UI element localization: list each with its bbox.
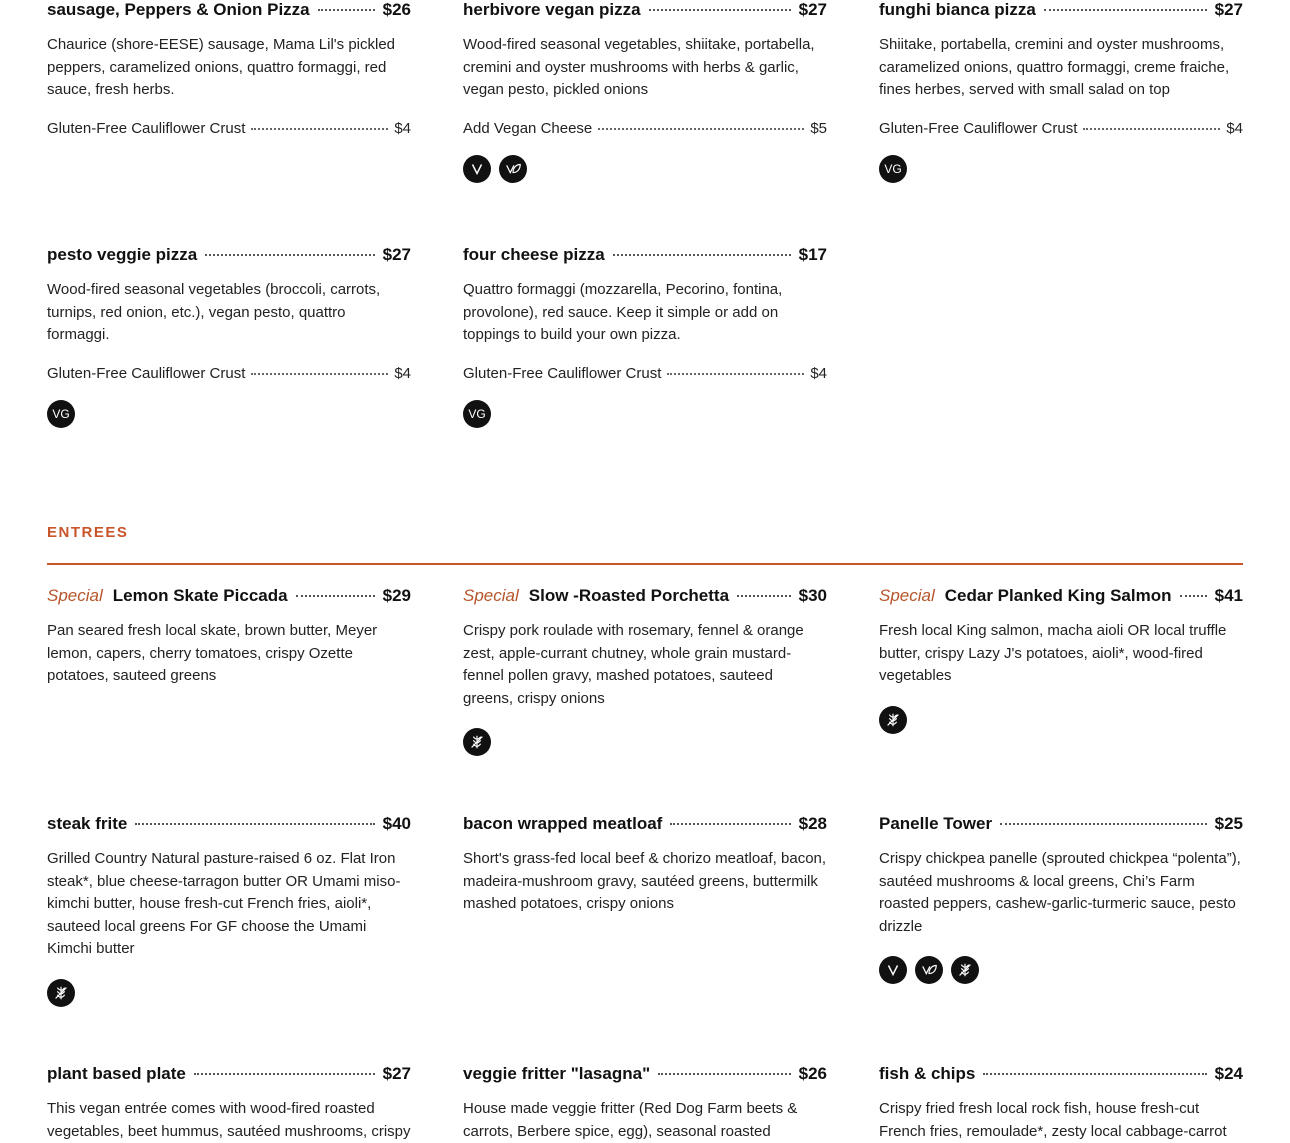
item-price: $26: [382, 0, 411, 19]
menu-item: [47, 586, 411, 688]
gluten-free-icon: [47, 979, 75, 1007]
leader-dots: [1180, 595, 1207, 597]
leader-dots: [251, 373, 388, 375]
leader-dots: [670, 823, 790, 825]
vg-icon: VG: [47, 400, 75, 428]
vegan-leaf-icon: [915, 956, 943, 984]
item-price: $27: [382, 245, 411, 264]
leader-dots: [649, 9, 791, 11]
item-name: Panelle Tower: [879, 814, 993, 833]
gluten-free-icon: [879, 706, 907, 734]
addon-price: $4: [394, 119, 411, 137]
item-description: Crispy fried fresh local rock fish, house fresh-cut French fries, remoulade*, zesty local cabbage-carrot: [879, 1100, 1227, 1140]
item-name: Cedar Planked King Salmon: [944, 586, 1172, 605]
v-icon: [879, 956, 907, 984]
leader-dots: [1083, 128, 1220, 130]
item-name: fish & chips: [879, 1064, 976, 1083]
menu-item: [463, 245, 827, 428]
vegan-leaf-icon: [499, 155, 527, 183]
item-name: funghi bianca pizza: [879, 0, 1036, 19]
special-tag: Special: [463, 586, 519, 605]
item-name: herbivore vegan pizza: [463, 0, 641, 19]
item-name: Slow -Roasted Porchetta: [528, 586, 730, 605]
menu-item: [879, 814, 1243, 984]
item-name: four cheese pizza: [463, 245, 605, 264]
item-description: Wood-fired seasonal vegetables, shiitake, portabella, cremini and oyster mushrooms with herbs & garlic, vegan pesto, pickled onions: [463, 36, 815, 98]
addon-row: [47, 365, 411, 382]
addon-price: $4: [810, 364, 827, 382]
leader-dots: [194, 1073, 375, 1075]
item-price: $27: [1214, 0, 1243, 19]
leader-dots: [658, 1073, 791, 1075]
addon-label: Gluten-Free Cauliflower Crust: [463, 364, 662, 382]
addon-row: [463, 365, 827, 382]
leader-dots: [318, 9, 375, 11]
section-title: ENTREES: [47, 524, 129, 541]
item-description: Quattro formaggi (mozzarella, Pecorino, fontina, provolone), red sauce. Keep it simple or add on toppings to build your own pizza.: [463, 281, 783, 343]
leader-dots: [983, 1073, 1206, 1075]
item-name: veggie fritter "lasagna": [463, 1064, 651, 1083]
menu-item: [47, 0, 411, 137]
addon-label: Gluten-Free Cauliflower Crust: [879, 119, 1078, 137]
item-description: Fresh local King salmon, macha aioli OR local truffle butter, crispy Lazy J's potatoes, aioli*, wood-fired vegetables: [879, 622, 1227, 684]
item-price: $30: [798, 586, 827, 605]
item-name: bacon wrapped meatloaf: [463, 814, 663, 833]
item-price: $17: [798, 245, 827, 264]
menu-item: [47, 814, 411, 1007]
gluten-free-icon: [951, 956, 979, 984]
leader-dots: [613, 254, 791, 256]
item-description: Short's grass-fed local beef & chorizo meatloaf, bacon, madeira-mushroom gravy, sautéed greens, buttermilk mashed potatoes, crispy onions: [463, 850, 827, 912]
special-tag: Special: [879, 586, 935, 605]
leader-dots: [205, 254, 374, 256]
vg-icon: VG: [463, 400, 491, 428]
menu-item: [463, 814, 827, 916]
menu-item: [879, 0, 1243, 183]
item-price: $41: [1214, 586, 1243, 605]
leader-dots: [251, 128, 388, 130]
menu-item: [47, 1064, 411, 1143]
item-name: steak frite: [47, 814, 128, 833]
addon-row: [879, 120, 1243, 137]
item-price: $26: [798, 1064, 827, 1083]
item-description: Crispy pork roulade with rosemary, fennel & orange zest, apple-currant chutney, whole grain mustard-fennel pollen gravy, mashed potatoes, sauteed greens, crispy onions: [463, 622, 804, 707]
addon-row: [47, 120, 411, 137]
item-description: Pan seared fresh local skate, brown butter, Meyer lemon, capers, cherry tomatoes, crispy Ozette potatoes, sauteed greens: [47, 622, 378, 684]
item-name: sausage, Peppers & Onion Pizza: [47, 0, 310, 19]
item-description: Shiitake, portabella, cremini and oyster mushrooms, caramelized onions, quattro formaggi, creme fraiche, fines herbes, served with small salad on top: [879, 36, 1230, 98]
addon-row: [463, 120, 827, 137]
menu-item: [463, 1064, 827, 1143]
item-price: $28: [798, 814, 827, 833]
item-price: $27: [382, 1064, 411, 1083]
v-icon: [463, 155, 491, 183]
item-description: This vegan entrée comes with wood-fired roasted vegetables, beet hummus, sautéed mushrooms, crispy: [47, 1100, 411, 1140]
vg-icon: VG: [879, 155, 907, 183]
leader-dots: [598, 128, 804, 130]
addon-label: Gluten-Free Cauliflower Crust: [47, 364, 246, 382]
leader-dots: [667, 373, 804, 375]
item-name: Lemon Skate Piccada: [112, 586, 288, 605]
item-description: Grilled Country Natural pasture-raised 6 oz. Flat Iron steak*, blue cheese-tarragon butter OR Umami miso-kimchi butter, house fresh-cut French fries, aioli*, sauteed local greens For GF choose the Umami Kimchi butter: [47, 850, 401, 957]
menu-item: [463, 0, 827, 183]
addon-label: Gluten-Free Cauliflower Crust: [47, 119, 246, 137]
gluten-free-icon: [463, 728, 491, 756]
menu-item: [879, 586, 1243, 734]
item-price: $27: [798, 0, 827, 19]
item-description: Chaurice (shore-EESE) sausage, Mama Lil's pickled peppers, caramelized onions, quattro formaggi, red sauce, fresh herbs.: [47, 36, 396, 98]
item-price: $29: [382, 586, 411, 605]
item-price: $25: [1214, 814, 1243, 833]
menu-item: [879, 1064, 1243, 1143]
menu-item: [47, 245, 411, 428]
leader-dots: [1044, 9, 1207, 11]
leader-dots: [1000, 823, 1207, 825]
menu-item: [463, 586, 827, 756]
section-divider: [47, 563, 1243, 565]
item-price: $40: [382, 814, 411, 833]
addon-label: Add Vegan Cheese: [463, 119, 593, 137]
item-price: $24: [1214, 1064, 1243, 1083]
addon-price: $5: [810, 119, 827, 137]
item-name: plant based plate: [47, 1064, 186, 1083]
leader-dots: [135, 823, 374, 825]
special-tag: Special: [47, 586, 103, 605]
item-description: Wood-fired seasonal vegetables (broccoli, carrots, turnips, red onion, etc.), vegan pesto, quattro formaggi.: [47, 281, 381, 343]
item-description: Crispy chickpea panelle (sprouted chickpea “polenta”), sautéed mushrooms & local greens, Chi’s Farm roasted peppers, cashew-garlic-turmeric sauce, pesto drizzle: [879, 850, 1241, 935]
addon-price: $4: [394, 364, 411, 382]
addon-price: $4: [1226, 119, 1243, 137]
item-description: House made veggie fritter (Red Dog Farm beets & carrots, Berbere spice, egg), seasonal roasted: [463, 1100, 798, 1140]
leader-dots: [737, 595, 791, 597]
item-name: pesto veggie pizza: [47, 245, 198, 264]
leader-dots: [296, 595, 375, 597]
